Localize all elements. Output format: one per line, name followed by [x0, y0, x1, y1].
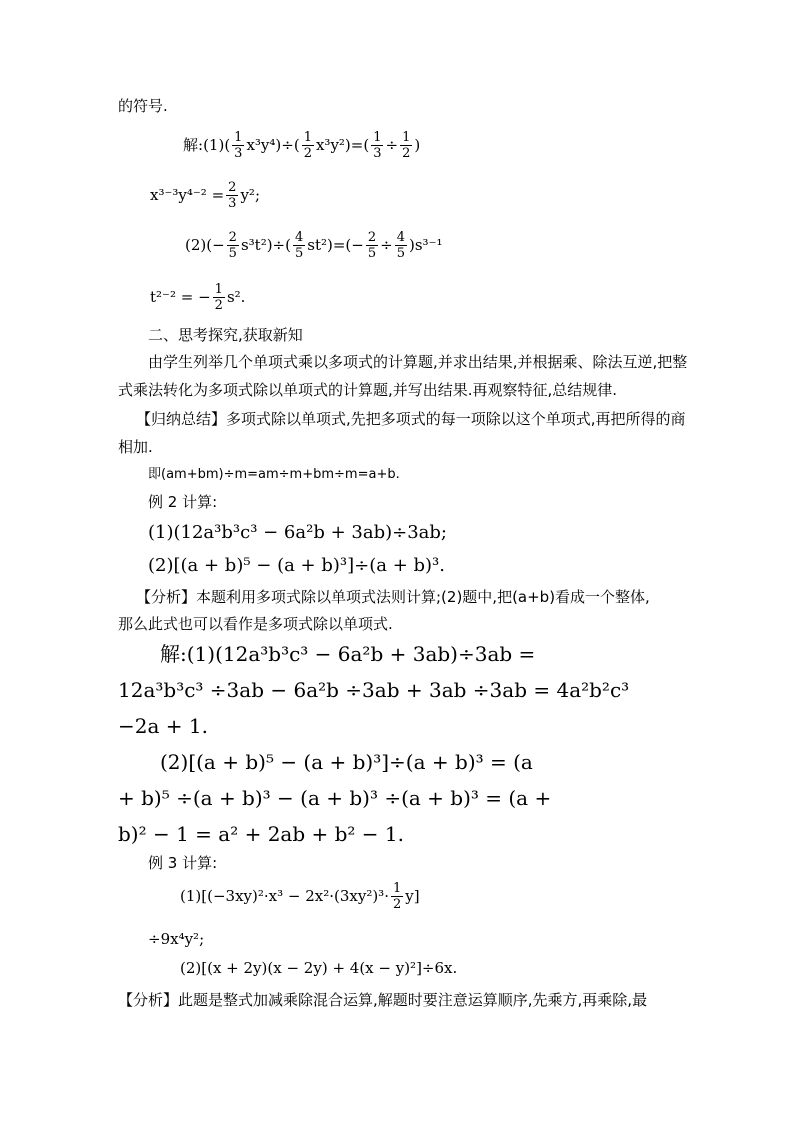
- solution-line: [183, 128, 420, 162]
- analysis-line: 【分析】此题是整式加减乘除混合运算,解题时要注意运算顺序,先乘方,再乘除,最: [118, 991, 648, 1009]
- example-item: (2)[(x + 2y)(x − 2y) + 4(x − y)²]÷6x.: [180, 959, 458, 977]
- text: (2)(−: [185, 236, 225, 254]
- numerator: 1: [234, 129, 243, 145]
- denominator: 2: [392, 896, 402, 912]
- denominator: 5: [367, 245, 377, 261]
- fraction: [395, 230, 407, 261]
- denominator: 5: [228, 245, 237, 261]
- section-heading: 二、思考探究,获取新知: [148, 326, 303, 344]
- text: x³y⁴)÷(: [246, 136, 300, 154]
- denominator: 5: [396, 245, 405, 261]
- solution-line: (2)[(a + b)⁵ − (a + b)³]÷(a + b)³ = (a: [160, 750, 533, 774]
- fraction: [371, 130, 383, 161]
- math-line: [150, 178, 260, 212]
- numerator: 1: [214, 281, 223, 297]
- denominator: 2: [214, 297, 223, 313]
- numerator: 1: [402, 129, 411, 145]
- denominator: 2: [303, 145, 312, 161]
- numerator: 4: [294, 229, 304, 245]
- example-item: [180, 878, 420, 914]
- numerator: 4: [396, 229, 405, 245]
- math-line: [150, 280, 245, 314]
- text: s².: [226, 288, 246, 306]
- example-heading: 例 2 计算:: [148, 493, 218, 511]
- numerator: 1: [373, 129, 382, 145]
- example-item: ÷9x⁴y²;: [148, 930, 205, 948]
- example-item: (2)[(a + b)⁵ − (a + b)³]÷(a + b)³.: [148, 555, 445, 576]
- text: y²;: [240, 186, 260, 204]
- text: x³y²)=(: [315, 136, 370, 154]
- denominator: 3: [373, 145, 382, 161]
- text: ÷: [380, 236, 393, 254]
- paragraph-line: 式乘法转化为多项式除以单项式的计算题,并写出结果.再观察特征,总结规律.: [118, 381, 618, 399]
- numerator: 2: [228, 179, 237, 195]
- text: s³t²)÷(: [240, 236, 291, 254]
- fraction: [391, 881, 403, 912]
- text: :(1)(: [198, 136, 231, 154]
- solution-line: b)² − 1 = a² + 2ab + b² − 1.: [118, 822, 405, 846]
- example-item: (1)(12a³b³c³ − 6a²b + 3ab)÷3ab;: [148, 522, 447, 543]
- text: ): [414, 136, 421, 154]
- fraction: [400, 130, 412, 161]
- fraction: [232, 130, 244, 161]
- text: y]: [405, 887, 420, 905]
- fraction: [302, 130, 314, 161]
- solution-line: 12a³b³c³ ÷3ab − 6a²b ÷3ab + 3ab ÷3ab = 4a²b²c³: [118, 678, 630, 702]
- math-line: [185, 228, 443, 262]
- numerator: 2: [228, 229, 237, 245]
- example-heading: 例 3 计算:: [148, 854, 218, 872]
- solution-line: −2a + 1.: [118, 714, 208, 738]
- summary-line: 相加.: [118, 438, 153, 456]
- fraction: [213, 282, 225, 313]
- fraction: [293, 230, 305, 261]
- analysis-line: 那么此式也可以看作是多项式除以单项式.: [118, 615, 393, 633]
- denominator: 3: [228, 195, 237, 211]
- numerator: 1: [392, 880, 402, 896]
- denominator: 3: [234, 145, 243, 161]
- summary-line: 【归纳总结】多项式除以单项式,先把多项式的每一项除以这个单项式,再把所得的商: [136, 410, 686, 428]
- text: )s³⁻¹: [409, 236, 443, 254]
- text: x³⁻³y⁴⁻² =: [150, 186, 225, 204]
- fraction: [366, 230, 378, 261]
- numerator: 2: [367, 229, 377, 245]
- text-line: 的符号.: [118, 97, 168, 115]
- solution-label: 解: [183, 136, 199, 154]
- solution-line: 解:(1)(12a³b³c³ − 6a²b + 3ab)÷3ab =: [160, 642, 536, 666]
- fraction: [227, 230, 239, 261]
- text: t²⁻² = −: [150, 288, 211, 306]
- text: (1)[(−3xy)²·x³ − 2x²·(3xy²)³·: [180, 887, 389, 905]
- fraction: [226, 180, 238, 211]
- paragraph-line: 由学生列举几个单项式乘以多项式的计算题,并求出结果,并根据乘、除法互逆,把整: [148, 353, 688, 371]
- analysis-line: 【分析】本题利用多项式除以单项式法则计算;(2)题中,把(a+b)看成一个整体,: [136, 588, 650, 606]
- denominator: 5: [294, 245, 304, 261]
- formula-line: 即(am+bm)÷m=am÷m+bm÷m=a+b.: [148, 467, 400, 482]
- denominator: 2: [402, 145, 411, 161]
- solution-line: + b)⁵ ÷(a + b)³ − (a + b)³ ÷(a + b)³ = (a +: [118, 786, 552, 810]
- numerator: 1: [303, 129, 312, 145]
- text: st²)=(−: [307, 236, 364, 254]
- text: ÷: [385, 136, 399, 154]
